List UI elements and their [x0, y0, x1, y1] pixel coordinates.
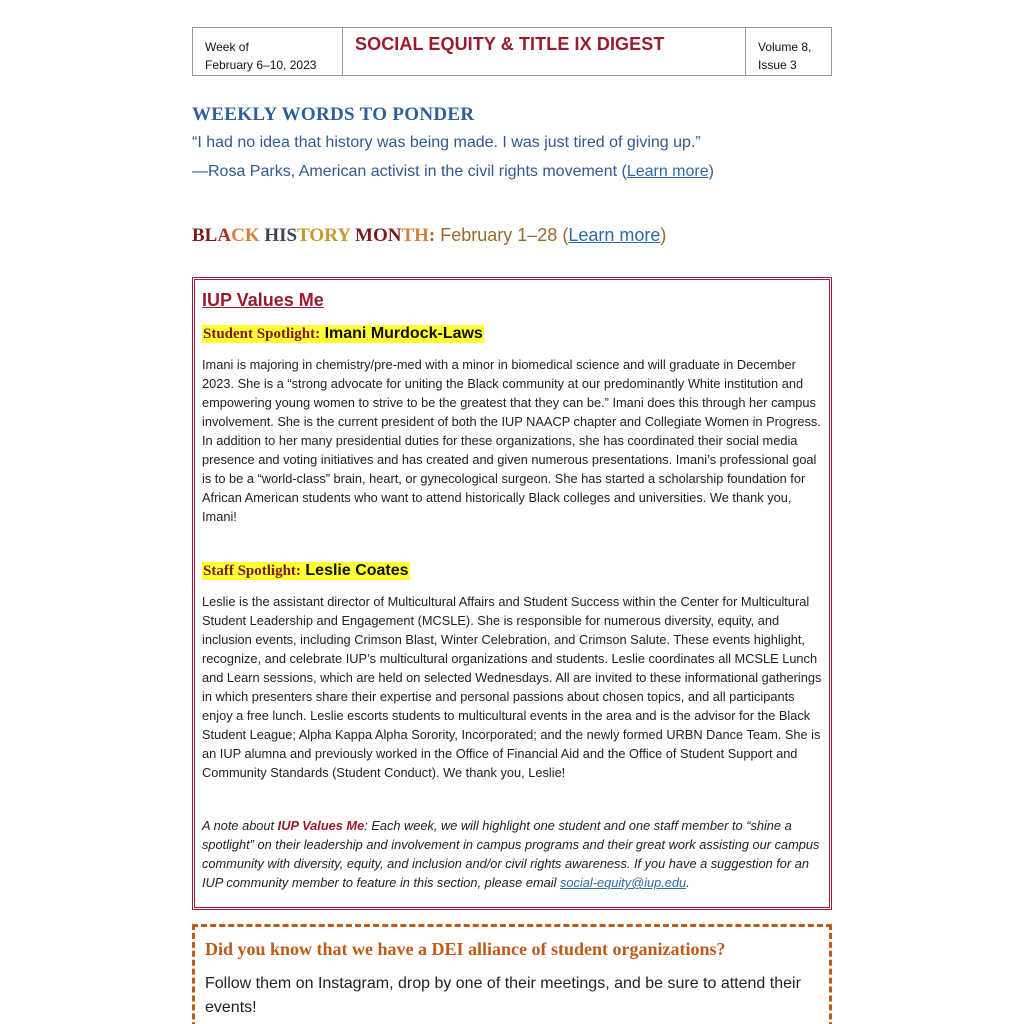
dei-alliance-box: [192, 924, 832, 1024]
black-history-month-heading: [192, 225, 435, 245]
note-prefix: A note about: [202, 818, 278, 833]
newsletter-page: [192, 27, 832, 1016]
dei-body: Follow them on Instagram, drop by one of their meetings, and be sure to attend their events!: [205, 975, 801, 1016]
staff-spotlight-section: [202, 548, 823, 782]
student-spotlight-label: Student Spotlight:: [203, 326, 321, 342]
digest-header: [192, 27, 832, 76]
ponder-attribution: [192, 163, 714, 181]
bhm-letter-segment: HIS: [264, 225, 298, 246]
volume-label: Volume 8,: [758, 40, 812, 54]
social-equity-email-link[interactable]: social-equity@iup.edu: [560, 875, 687, 890]
bhm-letter-segment: CK: [231, 225, 260, 246]
digest-title: SOCIAL EQUITY & TITLE IX DIGEST: [355, 34, 665, 54]
week-dates: February 6–10, 2023: [205, 58, 317, 72]
dei-heading: Did you know that we have a DEI alliance of student organizations?: [205, 939, 726, 959]
bhm-letter-segment: A: [217, 225, 232, 246]
bhm-letter-segment: TH: [401, 225, 429, 246]
ponder-quote: “I had no idea that history was being made. I was just tired of giving up.”: [192, 134, 701, 151]
rosa-parks-learn-more-link[interactable]: Learn more: [626, 163, 709, 180]
bhm-letter-segment: :: [428, 225, 436, 246]
values-note: [202, 816, 823, 892]
note-body: : Each week, we will highlight one student and one staff member to “shine a spotlight” on their leadership and involvement in campus programs and their great work assisting our campus community with diversity, equity, and inclusion and/or civil rights awareness. If you have a suggestion for an IUP community member to feature in this section, please email: [202, 818, 820, 890]
bhm-learn-more-link[interactable]: Learn more: [568, 225, 661, 245]
student-spotlight-name: Imani Murdock-Laws: [324, 325, 483, 342]
ponder-heading: WEEKLY WORDS TO PONDER: [192, 104, 475, 125]
staff-spotlight-label: Staff Spotlight:: [203, 563, 301, 579]
bhm-letter-segment: MON: [355, 225, 402, 246]
week-cell: [193, 28, 343, 75]
values-title: IUP Values Me: [202, 290, 324, 310]
black-history-month-line: [192, 225, 666, 247]
iup-values-me-box: [192, 277, 832, 910]
note-end: .: [686, 875, 690, 890]
staff-spotlight-name: Leslie Coates: [305, 562, 409, 579]
week-label: Week of: [205, 40, 249, 54]
staff-spotlight-body: Leslie is the assistant director of Multicultural Affairs and Student Success within the Center for Multicultural Student Leadership and Engagement (MCSLE). She is responsible for numerous diversity, equity, and inclusion events, including Crimson Blast, Winter Celebration, and Crimson Salute. These events highlight, recognize, and celebrate IUP’s multicultural organizations and students. Leslie coordinates all MCSLE Lunch and Learn sessions, which are held on selected Wednesdays. All are invited to these informational gatherings in which presenters share their expertise and personal passions about chosen topics, and all participants enjoy a free lunch. Leslie escorts students to multicultural events in the area and is the advisor for the Black Student League; Alpha Kappa Alpha Sorority, Incorporated; and the newly formed URBN Dance Team. She is an IUP alumna and previously worked in the Office of Financial Aid and the Office of Student Support and Community Standards (Student Conduct). We thank you, Leslie!: [202, 594, 822, 780]
attribution-text: —Rosa Parks, American activist in the civil rights movement (: [192, 163, 627, 180]
attribution-close: ): [708, 163, 714, 180]
student-spotlight-body: Imani is majoring in chemistry/pre-med with a minor in biomedical science and will graduate in December 2023. She is a “strong advocate for uniting the Black community at our predominantly White institution and empowering young women to strive to be the greatest that they can be.” Imani does this through her campus involvement. She is the current president of both the IUP NAACP chapter and Collegiate Women in Progress. In addition to her many presidential duties for these organizations, she has coordinated their social media presence and voting initiatives and has created and given numerous presentations. Imani’s professional goal is to be a “world-class” brain, heart, or gynecological surgeon. She has started a scholarship foundation for African American students who want to attend historically Black colleges and universities. We thank you, Imani!: [202, 357, 821, 524]
bhm-close: ): [660, 225, 667, 245]
student-spotlight-heading: [202, 325, 484, 343]
note-brand: IUP Values Me: [277, 818, 365, 833]
staff-spotlight-heading: [202, 562, 410, 580]
volume-cell: [745, 28, 831, 75]
bhm-letter-segment: TORY: [297, 225, 351, 246]
bhm-dates: February 1–28 (: [435, 225, 569, 245]
issue-label: Issue 3: [758, 58, 797, 72]
bhm-letter-segment: BL: [192, 225, 218, 246]
